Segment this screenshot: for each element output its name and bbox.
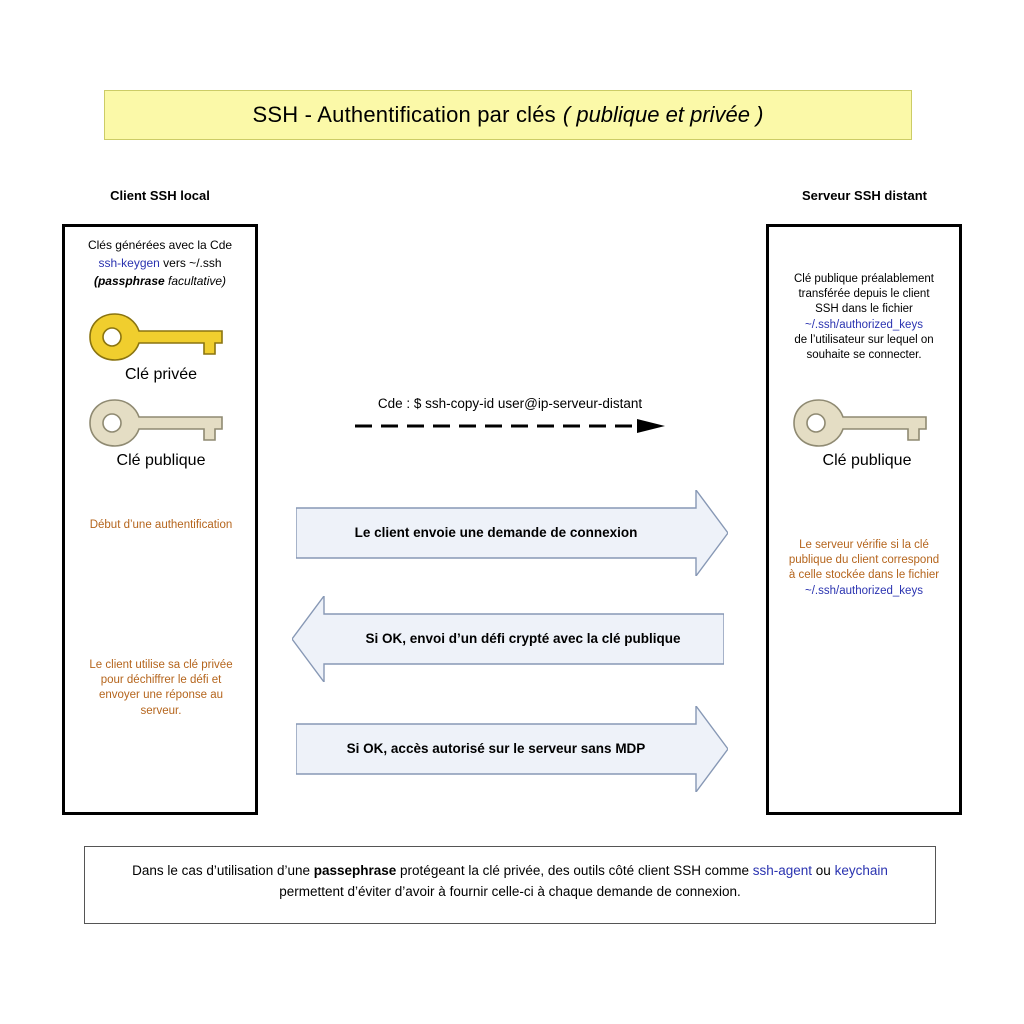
private-key-icon: [84, 306, 234, 368]
client-public-key-icon: [84, 392, 234, 454]
passphrase-paren-open: (: [93, 273, 98, 288]
ssh-keygen-command: ssh-keygen: [98, 255, 160, 270]
server-verify-line3: à celle stockée dans le fichier: [788, 569, 940, 582]
client-private-use-line1: Le client utilise sa clé privée: [89, 659, 233, 671]
message-arrow-connection-request: [296, 490, 728, 576]
server-verify-line1: Le serveur vérifie si la clé: [799, 539, 929, 551]
footer-passphrase-bold: passephrase: [313, 863, 397, 878]
passphrase-keyword: passphrase: [97, 273, 165, 288]
message-arrow-access-granted: [296, 706, 728, 792]
keychain-link[interactable]: keychain: [834, 863, 888, 878]
server-authorized-keys-path: ~/.ssh/authorized_keys: [805, 584, 923, 597]
passphrase-optional-text: facultative): [164, 273, 227, 288]
footer-passphrase-note: [84, 846, 936, 924]
message-2-label: Si OK, envoi d’un défi crypté avec la clé publique: [365, 631, 681, 646]
client-private-key-usage-note: [66, 658, 256, 719]
diagram-title-italic: ( publique et privée ): [562, 102, 764, 127]
server-public-key-label: Clé publique: [822, 452, 912, 469]
diagram-title-banner: [104, 90, 912, 140]
client-auth-start-note: Début d’une authentification: [89, 519, 233, 531]
server-note-line6: souhaite se connecter.: [806, 348, 922, 361]
client-private-use-line3: envoyer une réponse au: [98, 689, 224, 702]
message-3-label: Si OK, accès autorisé sur le serveur sans MDP: [346, 741, 646, 756]
client-private-use-line2: pour déchiffrer le défi et: [100, 674, 222, 687]
ssh-copy-id-arrow-icon: [355, 418, 667, 434]
ssh-copy-id-command-label: Cde : $ ssh-copy-id user@ip-serveur-distant: [377, 396, 643, 411]
message-1-label: Le client envoie une demande de connexion: [354, 525, 638, 540]
diagram-title-main: SSH - Authentification par clés: [252, 102, 556, 127]
footer-part3: ou: [812, 863, 835, 878]
message-arrow-encrypted-challenge: [292, 596, 724, 682]
server-note-line1: Clé publique préalablement: [793, 273, 934, 285]
server-public-key-note: [772, 272, 956, 363]
client-column-header: Client SSH local: [110, 188, 210, 203]
client-keygen-note: [68, 238, 252, 289]
client-private-use-line4: serveur.: [140, 704, 182, 717]
server-verify-line2: publique du client correspond: [788, 554, 940, 567]
server-note-line5: de l’utilisateur sur lequel on: [794, 333, 934, 346]
ssh-agent-link[interactable]: ssh-agent: [752, 863, 813, 878]
footer-part1: Dans le cas d’utilisation d’une: [132, 863, 314, 878]
server-verify-note: [772, 538, 956, 599]
client-keygen-line1: Clés générées avec la Cde: [87, 238, 233, 252]
private-key-label: Clé privée: [124, 366, 198, 383]
footer-part2: protégeant la clé privée, des outils côté client SSH comme: [396, 863, 753, 878]
server-column-header: Serveur SSH distant: [802, 188, 927, 203]
client-public-key-label: Clé publique: [116, 452, 206, 469]
server-note-line2: transférée depuis le client: [798, 288, 930, 301]
server-public-key-icon: [788, 392, 938, 454]
footer-part4: permettent d’éviter d’avoir à fournir celle-ci à chaque demande de connexion.: [279, 883, 741, 899]
server-note-line3: SSH dans le fichier: [815, 303, 913, 316]
client-keygen-path: vers ~/.ssh: [159, 255, 222, 270]
authorized-keys-path: ~/.ssh/authorized_keys: [805, 318, 923, 331]
